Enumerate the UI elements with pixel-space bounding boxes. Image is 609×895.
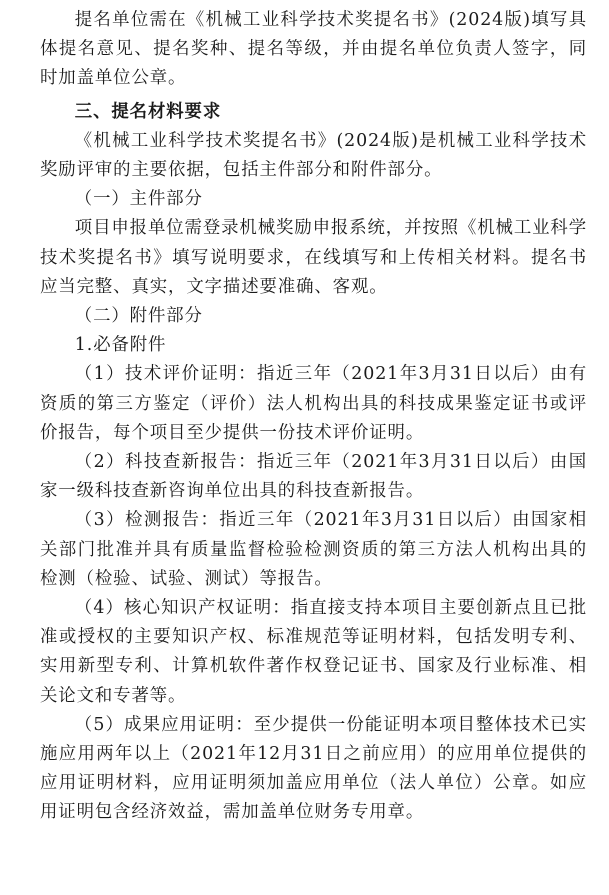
list-item-application-proof: （5）成果应用证明：至少提供一份能证明本项目整体技术已实施应用两年以上（2021年12月31日之前应用）的应用单位提供的应用证明材料，应用证明须加盖应用单位（法人单位）公章。如应用证明包含经济效益，需加盖单位财务专用章。 (40, 714, 587, 823)
list-item-ip-certificate: （4）核心知识产权证明：指直接支持本项目主要创新点且已批准或授权的主要知识产权、标准规范等证明材料，包括发明专利、实用新型专利、计算机软件著作权登记证书、国家及行业标准、相关论文和专著等。 (40, 598, 587, 706)
subsection-attachments: （二）附件部分 (74, 306, 203, 327)
list-item-test-report: （3）检测报告：指近三年（2021年3月31日以后）由国家相关部门批准并具有质量监督检验检测资质的第三方法人机构出具的检测（检验、试验、测试）等报告。 (40, 510, 587, 589)
list-item-novelty-report: （2）科技查新报告：指近三年（2021年3月31日以后）由国家一级科技查新咨询单位出具的科技查新报告。 (40, 452, 587, 502)
paragraph-nomination-opinion: 提名单位需在《机械工业科学技术奖提名书》(2024版)填写具体提名意见、提名奖种、提名等级，并由提名单位负责人签字，同时加盖单位公章。 (40, 10, 587, 89)
list-item-technical-evaluation: （1）技术评价证明：指近三年（2021年3月31日以后）由有资质的第三方鉴定（评价）法人机构出具的科技成果鉴定证书或评价报告，每个项目至少提供一份技术评价证明。 (40, 364, 587, 443)
subsection-main-part: （一）主件部分 (74, 189, 203, 210)
paragraph-nomination-form: 《机械工业科学技术奖提名书》(2024版)是机械工业科学技术奖励评审的主要依据，包括主件部分和附件部分。 (40, 130, 587, 181)
paragraph-main-part: 项目申报单位需登录机械奖励申报系统，并按照《机械工业科学技术奖提名书》填写说明要求，在线填写和上传相关材料。提名书应当完整、真实，文字描述要准确、客观。 (40, 218, 587, 297)
section-heading-materials: 三、提名材料要求 (74, 101, 222, 122)
subsection-required-attachments: 1.必备附件 (74, 335, 167, 356)
